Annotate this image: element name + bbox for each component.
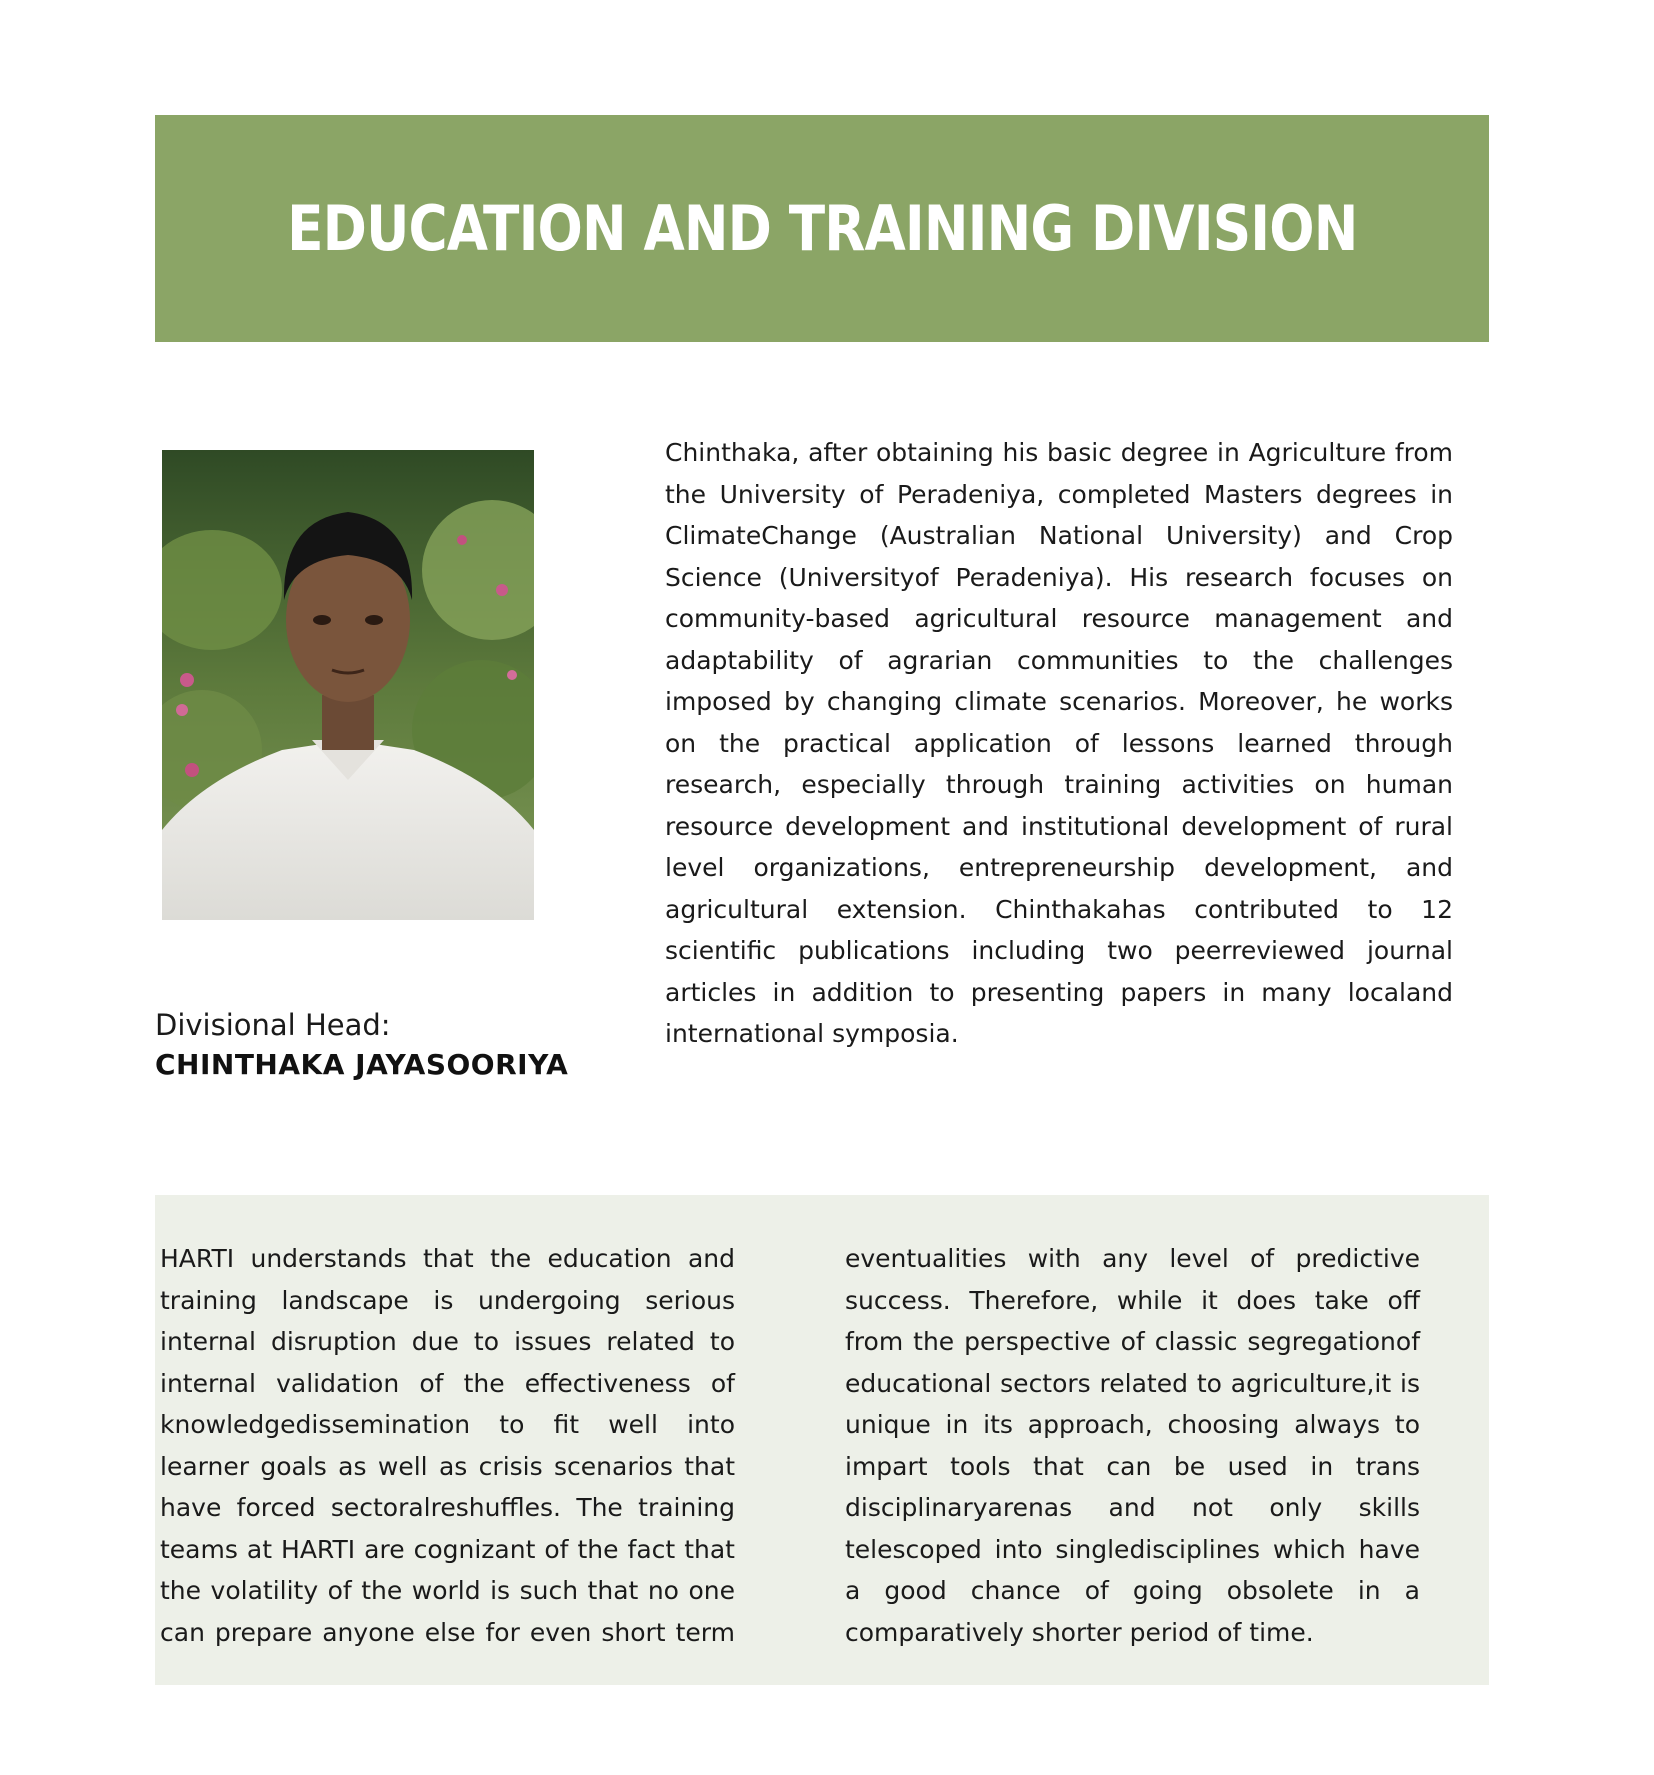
page-title: EDUCATION AND TRAINING DIVISION	[286, 192, 1358, 265]
overview-column-right: eventualities with any level of predictive success. Therefore, while it does take off from the perspective of classic segregationof educational sectors related to agriculture,it is unique in its approach, choosing always to impart tools that can be used in trans disciplinaryarenas and not only skills telescoped into singledisciplines which have a good chance of going obsolete in a comparatively shorter period of time.	[845, 1244, 1420, 1647]
divisional-head-name: CHINTHAKA JAYASOORIYA	[155, 1048, 569, 1081]
title-band	[155, 115, 1489, 342]
overview-column-left: HARTI understands that the education and training landscape is undergoing serious internal disruption due to issues related to internal validation of the effectiveness of knowledgedissemination to fit well into learner goals as well as crisis scenarios that have forced sectoralreshuffles. The training teams at HARTI are cognizant of the fact that the volatility of the world is such that no one can prepare anyone else for even short term	[160, 1244, 735, 1647]
head-biography: Chinthaka, after obtaining his basic degree in Agriculture from the University of Peradeniya, completed Masters degrees in ClimateChange (Australian National University) and Crop Science (Universityof Peradeniya). His research focuses on community-based agricultural resource management and adaptability of agrarian communities to the challenges imposed by changing climate scenarios. Moreover, he works on the practical application of lessons learned through research, especially through training activities on human resource development and institutional development of rural level organizations, entrepreneurship development, and agricultural extension. Chinthakahas contributed to 12 scientific publications including two peerreviewed journal articles in addition to presenting papers in many localand international symposia.	[665, 438, 1453, 1048]
divisional-head-label: Divisional Head:	[155, 1008, 391, 1042]
profile-photo	[162, 450, 534, 920]
